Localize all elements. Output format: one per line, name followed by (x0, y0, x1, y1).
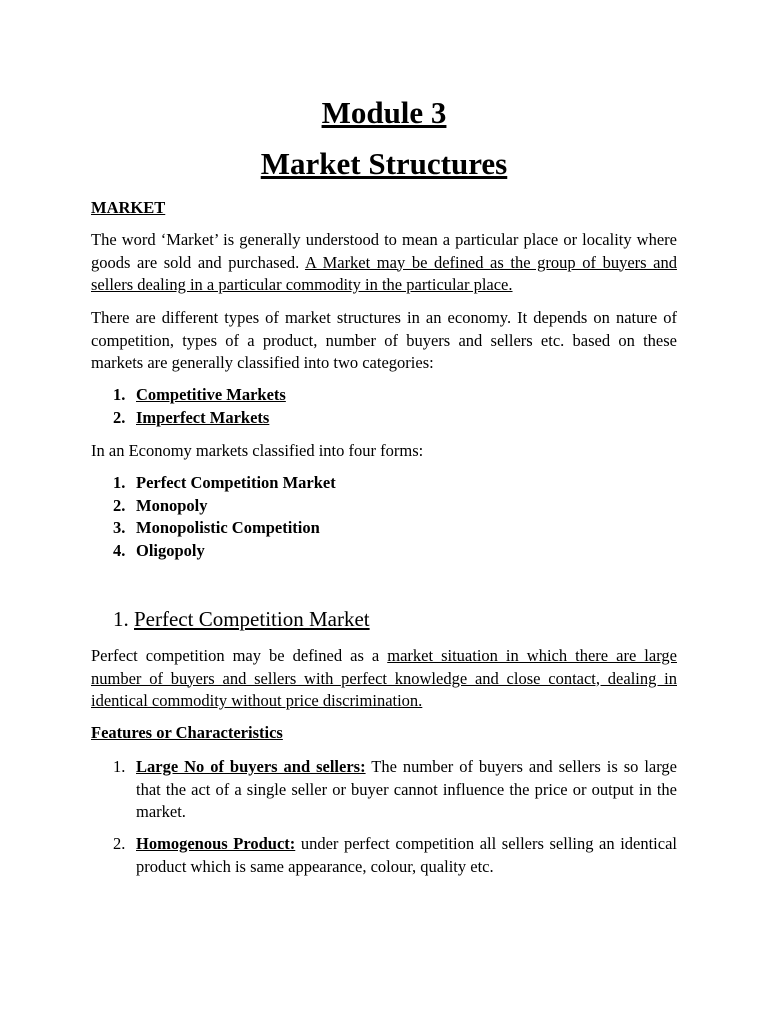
list-item (113, 495, 336, 518)
market-forms-list (113, 472, 336, 562)
list-number: 1. (113, 473, 126, 492)
section-heading-perfect-competition (113, 606, 370, 632)
market-definition-underlined: A Market may be defined as the group of buyers and sellers dealing in a particular commodity in the particular place. (91, 252, 677, 294)
feature-item (113, 756, 677, 824)
list-item (113, 407, 286, 430)
list-item-label: Monopolistic Competition (136, 518, 320, 537)
page-title: Market Structures (260, 146, 508, 181)
feature-number: 2. (113, 834, 126, 853)
feature-text: under perfect competition all sellers selling an identical product which is same appearance, colour, quality etc. (136, 834, 677, 876)
list-item (113, 540, 336, 563)
feature-term: Homogenous Product: (136, 834, 296, 853)
module-heading: Module 3 (321, 95, 447, 130)
list-number: 3. (113, 518, 126, 537)
feature-item (113, 833, 677, 878)
list-number: 2. (113, 495, 126, 515)
market-definition-paragraph (91, 229, 677, 297)
list-item-label: Imperfect Markets (136, 407, 270, 427)
feature-term: Large No of buyers and sellers: (136, 757, 366, 776)
market-section (91, 197, 677, 220)
feature-text: The number of buyers and sellers is so large that the act of a single seller or buyer cannot influence the price or output in the market. (136, 757, 677, 821)
forms-intro-paragraph (91, 440, 677, 463)
market-structures-paragraph (91, 307, 677, 375)
list-item-label: Monopoly (136, 495, 208, 515)
definition-text: Perfect competition may be defined as a (91, 646, 388, 665)
section-title: Perfect Competition Market (134, 607, 370, 631)
market-definition-text: The word ‘Market’ is generally understood to mean a particular place or locality where goods are sold and purchased. (91, 230, 677, 272)
section-number: 1. (113, 607, 129, 631)
list-item (113, 517, 336, 540)
market-categories-list (113, 384, 286, 429)
market-heading: MARKET (91, 198, 166, 217)
list-item-label: Oligopoly (136, 540, 205, 560)
features-heading: Features or Characteristics (91, 723, 283, 742)
perfect-competition-definition (91, 645, 677, 713)
list-item-label: Perfect Competition Market (136, 473, 336, 492)
features-heading-block (91, 722, 677, 745)
feature-number: 1. (113, 757, 126, 776)
market-structures-text: There are different types of market structures in an economy. It depends on nature of competition, types of a product, number of buyers and sellers etc. based on these markets are generally classified into two categories: (91, 308, 677, 372)
forms-intro-text: In an Economy markets classified into four forms: (91, 441, 424, 460)
definition-underlined: market situation in which there are large number of buyers and sellers with perfect knowledge and close contact, dealing in identical commodity without price discrimination. (91, 646, 677, 710)
list-number: 2. (113, 407, 126, 427)
list-item-label: Competitive Markets (136, 385, 286, 404)
list-item (113, 384, 286, 407)
list-number: 4. (113, 540, 126, 560)
list-item (113, 472, 336, 495)
list-number: 1. (113, 385, 126, 404)
